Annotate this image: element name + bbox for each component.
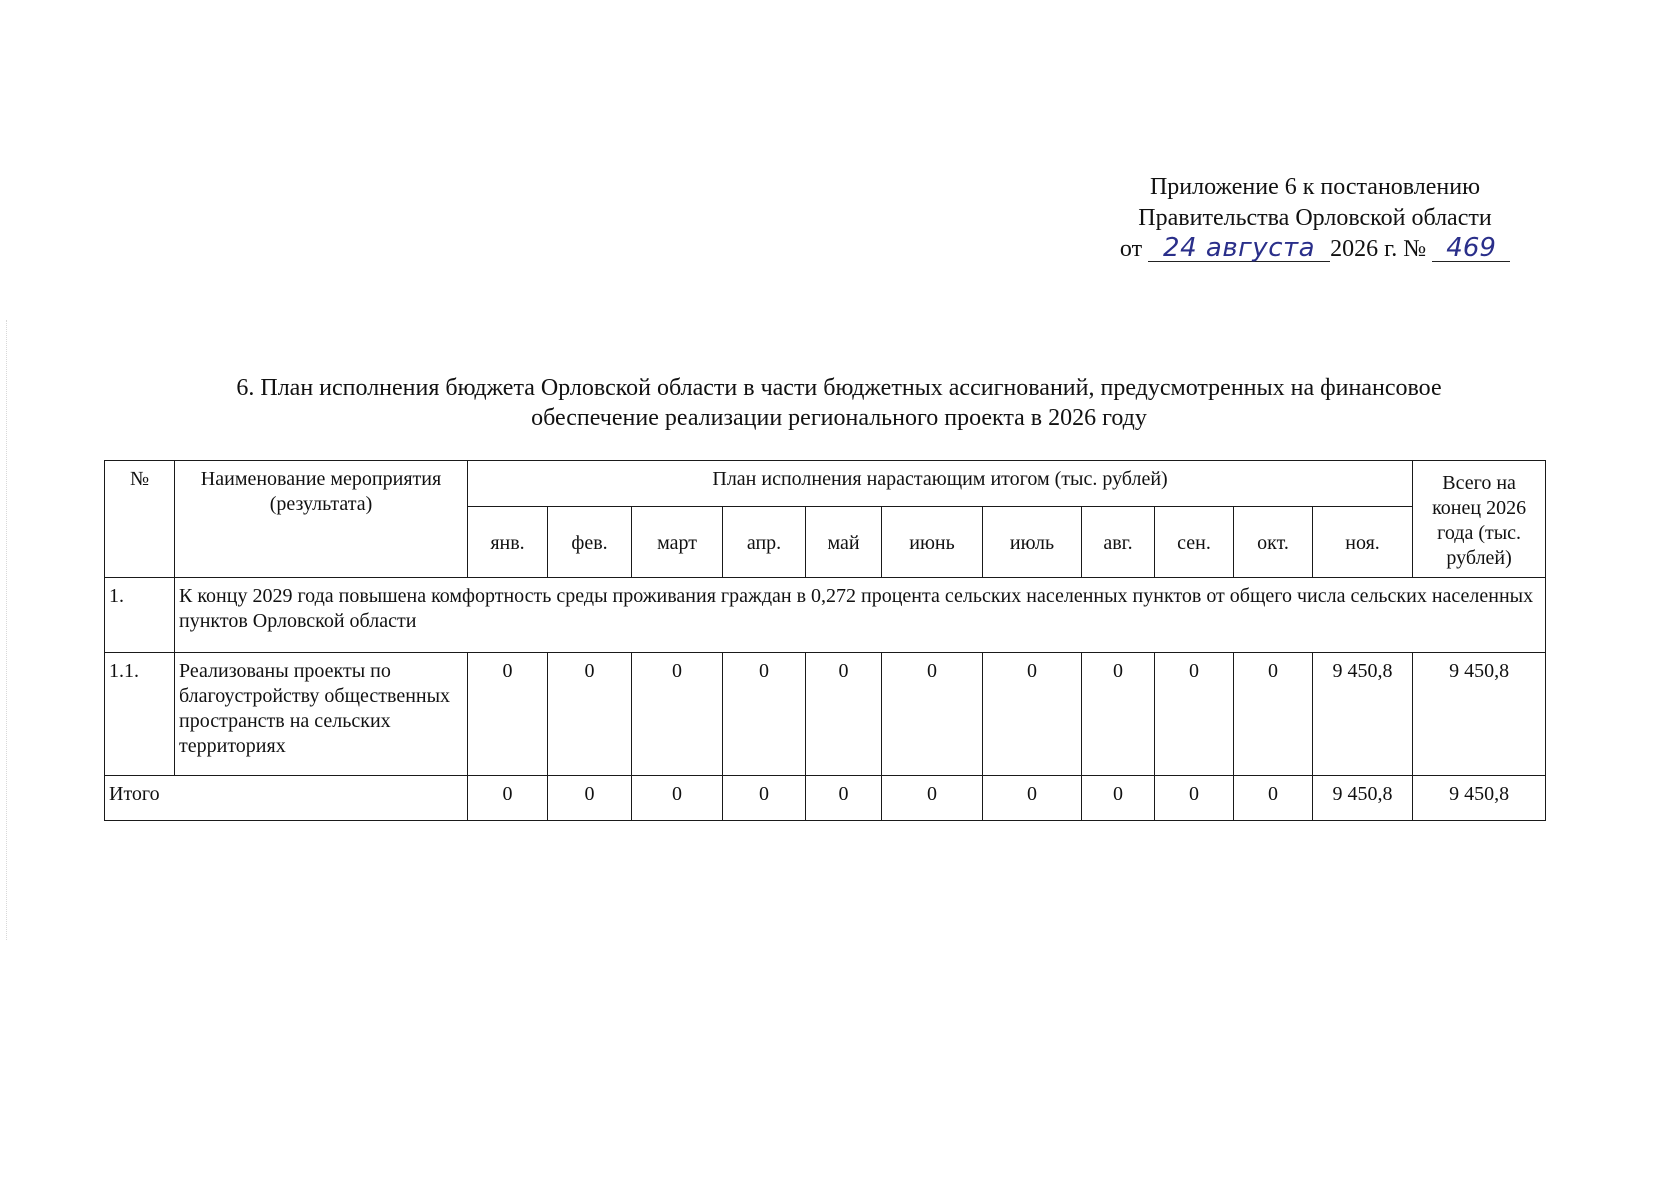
- item-value: 0: [882, 653, 983, 776]
- month-mar: март: [632, 507, 723, 578]
- scan-edge-marks: [6, 320, 9, 940]
- header-row-1: [105, 461, 1546, 507]
- total-value: 0: [723, 776, 806, 821]
- appendix-line-2: Правительства Орловской области: [1138, 205, 1492, 231]
- total-value: 0: [548, 776, 632, 821]
- month-apr: апр.: [723, 507, 806, 578]
- item-value: 9 450,8: [1313, 653, 1413, 776]
- budget-plan-table: [104, 460, 1546, 821]
- total-value: 0: [1082, 776, 1155, 821]
- month-may: май: [806, 507, 882, 578]
- item-value: 0: [1234, 653, 1313, 776]
- table-row-item: [105, 653, 1546, 776]
- table-row-goal: [105, 578, 1546, 653]
- total-value: 0: [983, 776, 1082, 821]
- handwritten-number: 469: [1432, 235, 1510, 262]
- month-feb: фев.: [548, 507, 632, 578]
- item-num: 1.1.: [105, 653, 175, 776]
- appendix-line-3: [1080, 234, 1550, 265]
- item-value: 0: [548, 653, 632, 776]
- item-value: 0: [723, 653, 806, 776]
- appendix-header: [1080, 172, 1550, 265]
- total-label: Итого: [105, 776, 468, 821]
- total-value: 9 450,8: [1313, 776, 1413, 821]
- item-name: Реализованы проекты по благоустройству общественных пространств на сельских территориях: [175, 653, 468, 776]
- item-value: 0: [1155, 653, 1234, 776]
- month-jan: янв.: [468, 507, 548, 578]
- document-title: [100, 373, 1578, 433]
- header-plan: План исполнения нарастающим итогом (тыс. рублей): [468, 461, 1413, 507]
- goal-text: К концу 2029 года повышена комфортность среды проживания граждан в 0,272 процента сельских населенных пунктов от общего числа сельских населенных пунктов Орловской области: [175, 578, 1546, 653]
- month-oct: окт.: [1234, 507, 1313, 578]
- total-value: 0: [806, 776, 882, 821]
- month-nov: ноя.: [1313, 507, 1413, 578]
- month-jun: июнь: [882, 507, 983, 578]
- header-name: Наименование мероприятия (результата): [175, 461, 468, 578]
- item-total: 9 450,8: [1413, 653, 1546, 776]
- title-line-2: обеспечение реализации регионального проекта в 2026 году: [531, 405, 1147, 431]
- item-value: 0: [1082, 653, 1155, 776]
- item-value: 0: [468, 653, 548, 776]
- item-value: 0: [632, 653, 723, 776]
- total-value: 0: [882, 776, 983, 821]
- month-sep: сен.: [1155, 507, 1234, 578]
- header-num: №: [105, 461, 175, 578]
- month-jul: июль: [983, 507, 1082, 578]
- from-label: от: [1119, 236, 1143, 262]
- year-label: 2026 г. №: [1330, 236, 1427, 262]
- goal-num: 1.: [105, 578, 175, 653]
- total-grand: 9 450,8: [1413, 776, 1546, 821]
- header-total: Всего на конец 2026 года (тыс. рублей): [1413, 461, 1546, 578]
- item-value: 0: [983, 653, 1082, 776]
- handwritten-date: 24 августа: [1148, 235, 1330, 262]
- total-value: 0: [468, 776, 548, 821]
- month-aug: авг.: [1082, 507, 1155, 578]
- total-value: 0: [632, 776, 723, 821]
- appendix-line-1: Приложение 6 к постановлению: [1149, 174, 1481, 200]
- table-row-total: [105, 776, 1546, 821]
- total-value: 0: [1234, 776, 1313, 821]
- title-line-1: 6. План исполнения бюджета Орловской области в части бюджетных ассигнований, предусмотренных на финансовое: [236, 375, 1442, 401]
- item-value: 0: [806, 653, 882, 776]
- total-value: 0: [1155, 776, 1234, 821]
